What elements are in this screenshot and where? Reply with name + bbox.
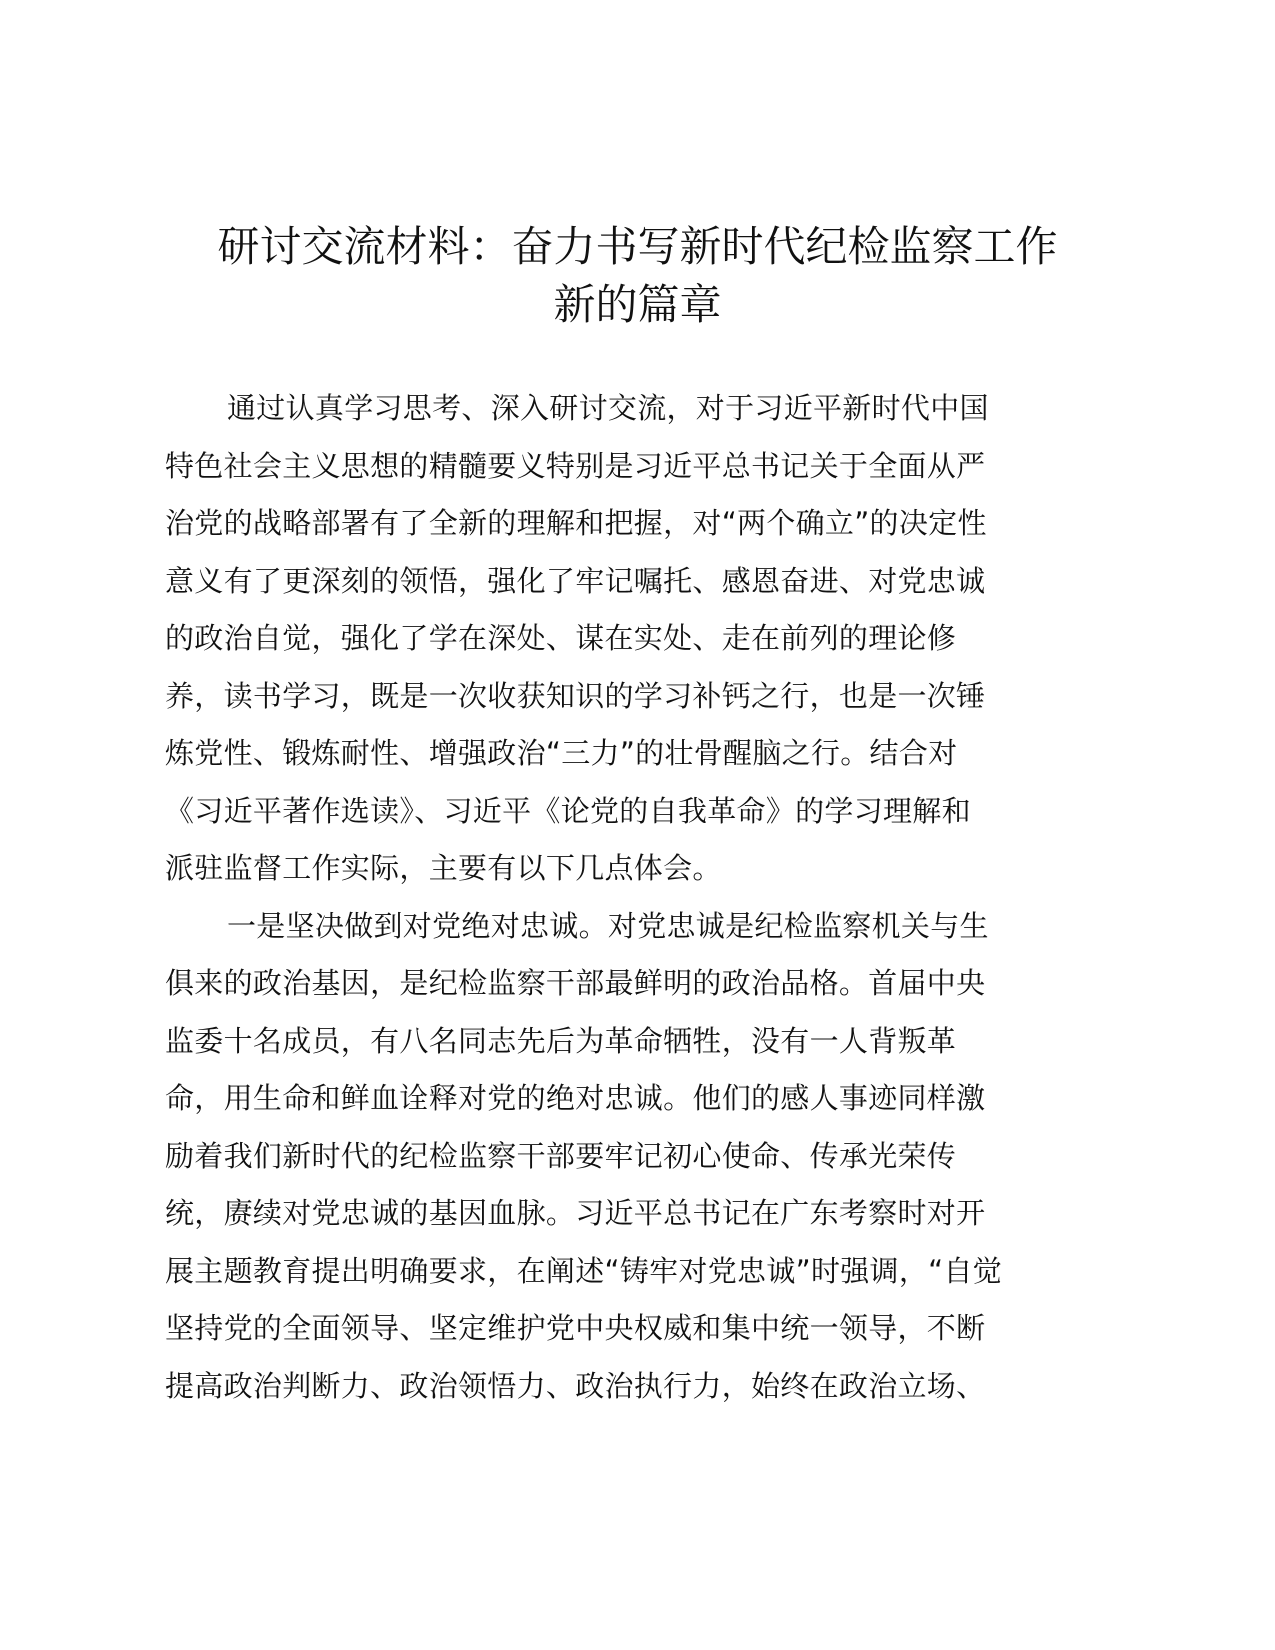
paragraph-line: 统，赓续对党忠诚的基因血脉。习近平总书记在广东考察时对开 [165,1196,986,1230]
paragraph-line: 养，读书学习，既是一次收获知识的学习补钙之行，也是一次锤 [165,678,986,713]
paragraph-line: 炼党性、锻炼耐性、增强政治“三力”的壮骨醒脑之行。结合对 [165,736,958,770]
title-line-1: 研讨交流材料：奋力书写新时代纪检监察工作 [217,222,1058,271]
paragraph-line: 俱来的政治基因，是纪检监察干部最鲜明的政治品格。首届中央 [165,966,986,1000]
title-line-2: 新的篇章 [553,280,722,329]
paragraph-1 [165,380,1095,898]
paragraph-line: 治党的战略部署有了全新的理解和把握，对“两个确立”的决定性 [165,506,987,540]
paragraph-line: 展主题教育提出明确要求，在阐述“铸牢对党忠诚”时强调，“自觉 [165,1253,1003,1288]
paragraph-line: 监委十名成员，有八名同志先后为革命牺牲，没有一人背叛革 [165,1023,957,1058]
paragraph-line: 一是坚决做到对党绝对忠诚。对党忠诚是纪检监察机关与生 [227,908,989,943]
paragraph-line: 意义有了更深刻的领悟，强化了牢记嘱托、感恩奋进、对党忠诚 [165,563,986,598]
paragraph-line: 提高政治判断力、政治领悟力、政治执行力，始终在政治立场、 [165,1368,986,1403]
document-body [165,380,1095,1415]
document-title [150,218,1125,334]
paragraph-line: 励着我们新时代的纪检监察干部要牢记初心使命、传承光荣传 [165,1138,957,1173]
paragraph-line: 派驻监督工作实际，主要有以下几点体会。 [165,851,722,885]
paragraph-line: 《习近平著作选读》、习近平《论党的自我革命》的学习理解和 [165,793,971,828]
paragraph-line: 的政治自觉，强化了学在深处、谋在实处、走在前列的理论修 [165,621,957,655]
paragraph-line: 命，用生命和鲜血诠释对党的绝对忠诚。他们的感人事迹同样激 [165,1081,986,1115]
paragraph-line: 特色社会主义思想的精髓要义特别是习近平总书记关于全面从严 [165,448,986,483]
paragraph-2 [165,898,1095,1416]
paragraph-line: 坚持党的全面领导、坚定维护党中央权威和集中统一领导，不断 [165,1311,986,1345]
paragraph-line: 通过认真学习思考、深入研讨交流，对于习近平新时代中国 [227,391,989,425]
